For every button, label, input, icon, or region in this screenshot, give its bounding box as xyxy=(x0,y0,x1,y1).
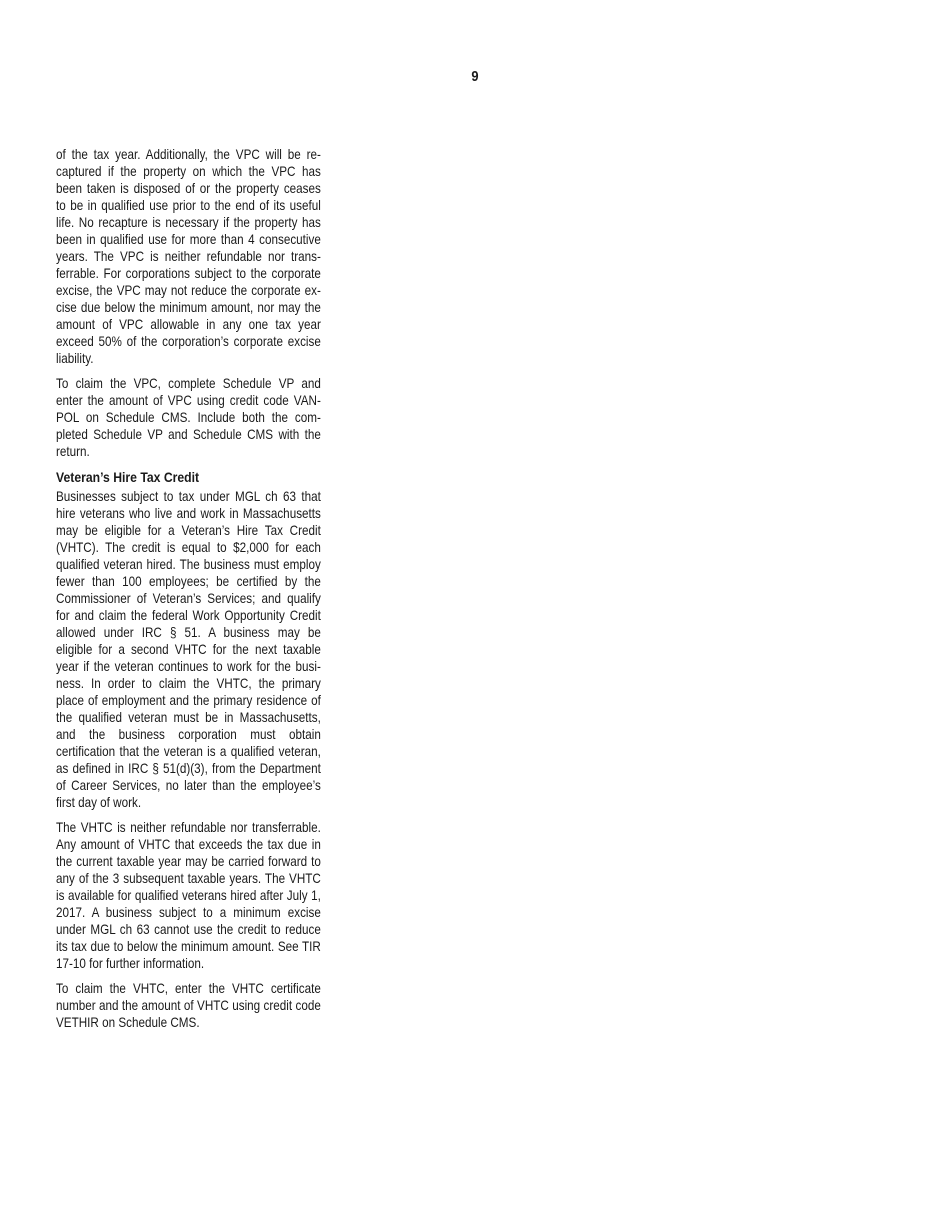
vpc-recapture-paragraph: of the tax year. Additionally, the VPC will be recaptured if the property on which the VPC has been taken is disposed of or the property ceases to be in qualified use prior to the end of its useful life. No recapture is necessary if the property has been in qualified use for more than 4 consecutive years. The VPC is neither refundable nor transferrable. For corporations subject to the corporate excise, the VPC may not reduce the corporate excise due below the minimum amount, nor may the amount of VPC allowable in any one tax year exceed 50% of the corporation’s corporate excise liability. xyxy=(56,147,321,366)
vpc-claim-paragraph: To claim the VPC, complete Schedule VP and enter the amount of VPC using credit code VANPOL on Schedule CMS. Include both the completed Schedule VP and Schedule CMS with the return. xyxy=(56,376,321,459)
vhtc-eligibility-paragraph: Businesses subject to tax under MGL ch 63 that hire veterans who live and work in Massachusetts may be eligible for a Veteran’s Hire Tax Credit (VHTC). The credit is equal to $2,000 for each qualified veteran hired. The business must employ fewer than 100 employees; be certified by the Commissioner of Veteran’s Services; and qualify for and claim the federal Work Opportunity Credit allowed under IRC § 51. A business may be eligible for a second VHTC for the next taxable year if the veteran continues to work for the business. In order to claim the VHTC, the primary place of employment and the primary residence of the qualified veteran must be in Massachusetts, and the business corporation must obtain certification that the veteran is a qualified veteran, as defined in IRC § 51(d)(3), from the Department of Career Services, no later than the employee’s first day of work. xyxy=(56,489,321,810)
vhtc-carryforward-paragraph: The VHTC is neither refundable nor transferrable. Any amount of VHTC that exceeds the tax due in the current taxable year may be carried forward to any of the 3 subsequent taxable years. The VHTC is available for qualified veterans hired after July 1, 2017. A business subject to a minimum excise under MGL ch 63 cannot use the credit to reduce its tax due to below the minimum amount. See TIR 17-10 for further information. xyxy=(56,820,321,971)
vhtc-claim-paragraph: To claim the VHTC, enter the VHTC certificate number and the amount of VHTC using credit code VETHIR on Schedule CMS. xyxy=(56,981,321,1030)
text-column xyxy=(56,146,321,1039)
vhtc-heading: Veteran’s Hire Tax Credit xyxy=(56,470,200,486)
page-number: 9 xyxy=(471,68,479,85)
